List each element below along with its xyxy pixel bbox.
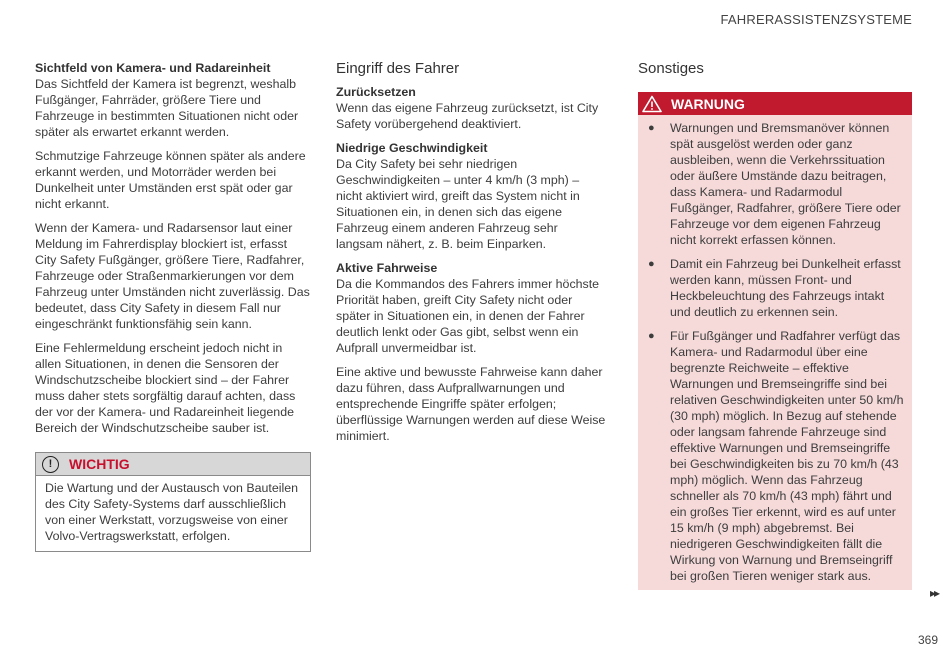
paragraph: Da City Safety bei sehr niedrigen Geschwindigkeiten – unter 4 km/h (3 mph) – nicht aktiviert wird, greift das System nicht in Situationen ein, in denen sich das eigene Fahrzeug einem anderen Fahrzeug sehr langsam nähert, z. B. beim Einparken. (336, 157, 580, 251)
paragraph: Wenn das eigene Fahrzeug zurücksetzt, ist City Safety vorübergehend deaktiviert. (336, 101, 599, 131)
paragraph: Eine Fehlermeldung erscheint jedoch nicht in allen Situationen, in denen die Sensoren der Windschutzscheibe blockiert sind – der Fahrer muss daher stets sorgfältig darauf achten, dass der vor der Kamera- und Radareinheit liegende Bereich der Windschutzscheibe sauber ist. (35, 341, 296, 435)
list-item (648, 328, 904, 584)
list-item (648, 120, 904, 248)
important-notice-box (35, 452, 311, 552)
section-title: Eingriff des Fahrer (336, 60, 460, 77)
list-item-text: Damit ein Fahrzeug bei Dunkelheit erfasst werden kann, müssen Front- und Heckbeleuchtung des Fahrzeugs intakt und deutlich zu erkennen sein. (670, 257, 901, 319)
paragraph: Schmutzige Fahrzeuge können später als andere erkannt werden, und Motorräder werden bei Dunkelheit unter Umständen erst spät oder gar nicht erkannt. (35, 149, 306, 211)
section-title: Sonstiges (638, 60, 704, 77)
warning-body (638, 115, 912, 590)
column-right (638, 60, 912, 590)
paragraph: Das Sichtfeld der Kamera ist begrenzt, weshalb Fußgänger, Fahrräder, größere Tiere und Fahrzeuge in bestimmten Situationen nicht oder später als erwartet erkannt werden. (35, 77, 299, 139)
paragraph: Eine aktive und bewusste Fahrweise kann daher dazu führen, dass Aufprallwarnungen und entsprechende Eingriffe später erfolgen; überflüssige Warnungen werden auf diese Weise minimiert. (336, 365, 606, 443)
subsection-heading: Aktive Fahrweise (336, 261, 438, 275)
exclamation-circle-icon: ! (42, 456, 59, 473)
next-page-arrows-icon: ▸▸ (929, 586, 938, 600)
bullet-icon: ● (648, 258, 655, 270)
important-notice-header (36, 453, 310, 476)
bullet-icon: ● (648, 122, 655, 134)
subsection-heading: Zurücksetzen (336, 85, 416, 99)
warning-label: WARNUNG (671, 95, 745, 112)
warning-header (638, 92, 912, 115)
page-number: 369 (917, 633, 938, 647)
list-item-text: Für Fußgänger und Radfahrer verfügt das Kamera- und Radarmodul über eine begrenzte Reichweite – effektive Warnungen und Bremseingriffe sind bei relativen Geschwindigkeiten unter 50 km/h (30 mph) möglich. In Bezug auf stehende oder langsam fahrende Fahrzeuge sind effektive Warnungen und Bremseingriffe bei Geschwindigkeiten bis zu 70 km/h (43 mph) möglich. Wenn das Fahrzeug schneller als 70 km/h (43 mph) fährt und ein großes Tier erkennt, wird es auf unter 15 km/h (9 mph) abgebremst. Bei niedrigeren Geschwindigkeiten fällt die Wirkung von Warnung und Bremseingriff bei großen Tieren weniger stark aus. (670, 329, 904, 583)
bullet-icon: ● (648, 330, 655, 342)
important-notice-text: Die Wartung und der Austausch von Bauteilen des City Safety-Systems darf ausschließlich von einer Werkstatt, vorzugsweise von einer Volvo-Vertragswerkstatt, erfolgen. (45, 481, 299, 543)
column-middle (336, 60, 608, 452)
paragraph: Wenn der Kamera- und Radarsensor laut einer Meldung im Fahrerdisplay blockiert ist, erfasst City Safety Fußgänger, größere Tiere, Radfahrer, Fahrzeuge oder Straßenmarkierungen vor dem Fahrzeug unter Umständen nicht zuverlässig. Das bedeutet, dass City Safety in diesem Fall nur eingeschränkt funktionsfähig sein kann. (35, 221, 310, 331)
column-left (35, 60, 311, 552)
warning-box (638, 92, 912, 590)
list-item (648, 256, 904, 320)
warning-triangle-icon (642, 95, 662, 113)
important-notice-label: WICHTIG (69, 456, 130, 472)
paragraph: Da die Kommandos des Fahrers immer höchste Priorität haben, greift City Safety nicht oder später in Situationen ein, in denen der Fahrer deutlich lenkt oder Gas gibt, selbst wenn ein Aufprall unvermeidbar ist. (336, 277, 600, 355)
warning-list (648, 120, 904, 584)
list-item-text: Warnungen und Bremsmanöver können spät ausgelöst werden oder ganz ausbleiben, wenn die Verkehrssituation oder äußere Umstände dazu beitragen, dass Kamera- und Radarmodul Fußgänger, Radfahrer, größere Tiere oder Fahrzeuge vor dem eigenen Fahrzeug nicht korrekt erfassen können. (670, 121, 901, 247)
section-heading: Sichtfeld von Kamera- und Radareinheit (35, 61, 271, 75)
page-header-title: FAHRERASSISTENZSYSTEME (720, 12, 912, 27)
subsection-heading: Niedrige Geschwindigkeit (336, 141, 488, 155)
